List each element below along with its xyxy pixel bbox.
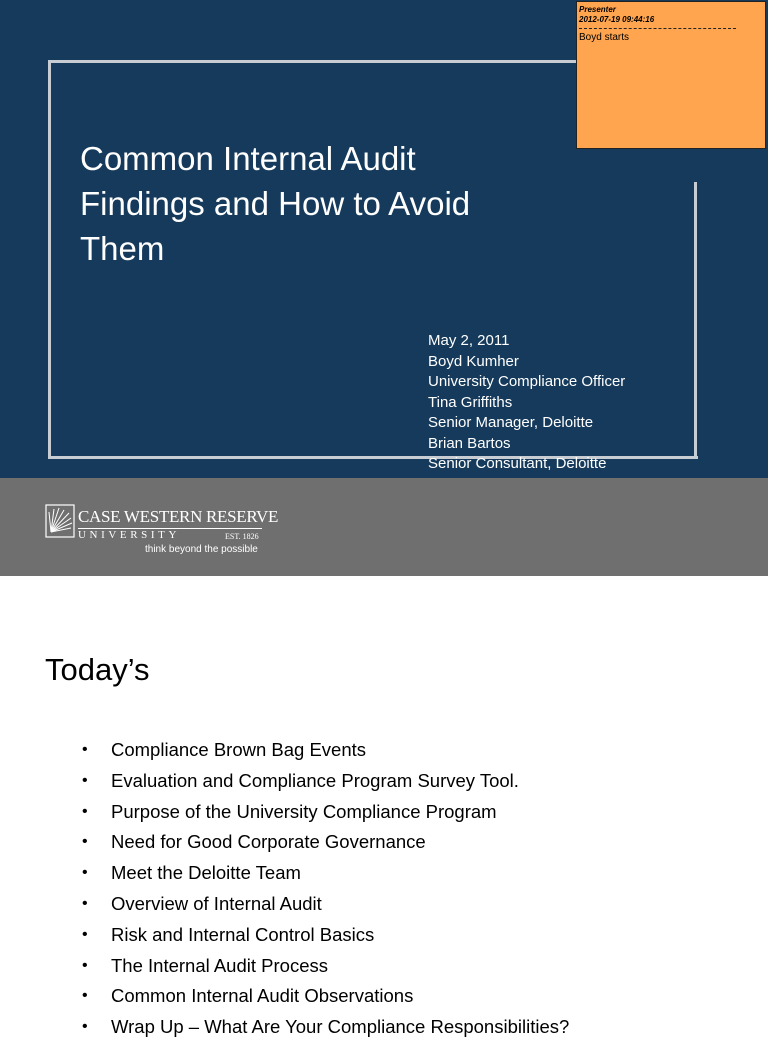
note-text: Boyd starts [579,32,630,43]
list-item [82,830,768,861]
list-item-text: Meet the Deloitte Team [111,862,301,884]
list-item [82,800,768,831]
bullet-icon: • [82,956,88,974]
bullet-icon: • [82,771,88,789]
bullet-icon: • [82,925,88,943]
frame-right-line [694,182,697,459]
list-item [82,861,768,892]
list-item [82,769,768,800]
slide-title-line: Common Internal Audit [80,140,416,177]
list-item-text: Overview of Internal Audit [111,892,322,914]
list-item [82,923,768,954]
presenter-role: University Compliance Officer [428,373,626,390]
list-item [82,1015,768,1046]
slide-title-line: Findings and How to Avoid [80,185,471,222]
list-item-text: Risk and Internal Control Basics [111,923,375,945]
agenda-list [82,738,768,1046]
slide-title [80,136,580,271]
bullet-icon: • [82,864,88,882]
bullet-icon: • [82,833,88,851]
bullet-icon: • [82,987,88,1005]
bullet-icon: • [82,802,88,820]
frame-top-line [48,60,578,63]
presenter-comment-note[interactable] [576,1,766,149]
list-item-text: Evaluation and Compliance Program Survey Tool. [111,769,519,791]
presenter-name: Brian Bartos [428,434,511,452]
list-item-text: The Internal Audit Process [111,954,328,976]
list-item [82,984,768,1015]
list-item [82,892,768,923]
presenter-info [428,331,625,475]
list-item [82,954,768,985]
presenter-name: Boyd Kumher [428,352,519,370]
bullet-icon: • [82,741,88,758]
list-item-text: Common Internal Audit Observations [111,985,414,1007]
presenter-name: Tina Griffiths [428,393,513,411]
presenter-role: Senior Manager, Deloitte [428,414,594,431]
note-timestamp: 2012-07-19 09:44:16 [579,15,655,24]
bullet-icon: • [82,894,88,912]
list-item-text: Compliance Brown Bag Events [111,739,367,760]
sunburst-logo-icon [45,504,75,538]
logo-tagline: think beyond the possible [145,544,258,555]
list-item [82,738,768,769]
university-logo [45,504,279,560]
note-divider [579,28,736,29]
agenda-slide-title: Today’s [45,652,150,687]
list-item-text: Purpose of the University Compliance Program [111,800,497,822]
frame-left-line [48,60,51,459]
note-author: Presenter [579,5,616,14]
logo-wordmark: CASE WESTERN RESERVE [78,507,279,526]
logo-established: EST. 1826 [225,532,259,541]
bullet-icon: • [82,1018,88,1036]
slide-title-line: Them [80,230,165,267]
presentation-date: May 2, 2011 [428,332,510,349]
logo-university: UNIVERSITY [78,529,180,541]
list-item-text: Wrap Up – What Are Your Compliance Responsibilities? [111,1016,570,1038]
list-item-text: Need for Good Corporate Governance [111,831,426,853]
presenter-role: Senior Consultant, Deloitte [428,455,607,472]
